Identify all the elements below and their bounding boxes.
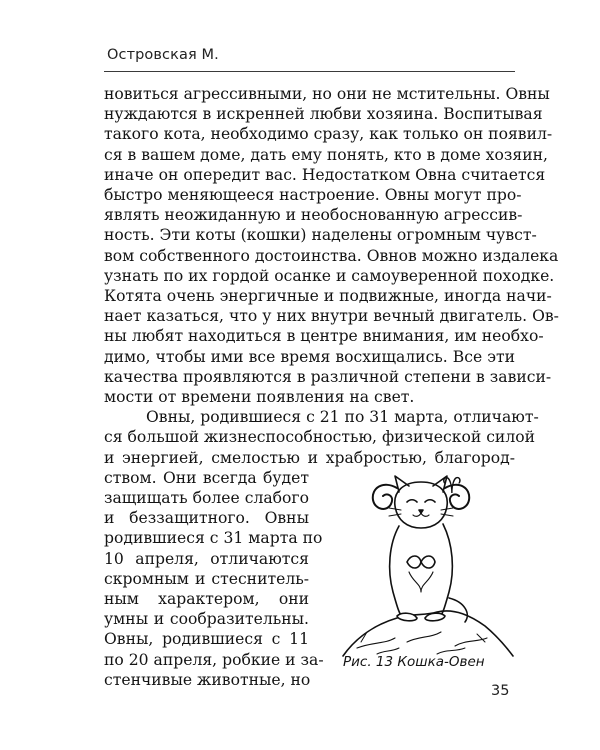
running-header-author: Островская М. bbox=[107, 47, 219, 63]
header-rule bbox=[104, 71, 515, 72]
text-line: скромным и стеснитель- bbox=[104, 569, 309, 588]
text-line: иначе он опередит вас. Недостатком Овна считается bbox=[104, 165, 546, 184]
text-line: Котята очень энергичные и подвижные, иногда начи- bbox=[104, 287, 552, 306]
text-line: ся в вашем доме, дать ему понять, кто в доме хозяин, bbox=[104, 145, 548, 164]
text-line: мости от времени появления на свет. bbox=[104, 388, 415, 407]
text-line: вом собственного достоинства. Овнов можно издалека bbox=[104, 246, 559, 265]
text-line: качества проявляются в различной степени в зависи- bbox=[104, 367, 552, 386]
text-line: по 20 апреля, робкие и за- bbox=[104, 650, 324, 669]
aries-symbol-icon: ♈ bbox=[442, 474, 462, 499]
text-line: димо, чтобы ими все время восхищались. Все эти bbox=[104, 347, 515, 366]
text-line: 10 апреля, отличаются bbox=[104, 549, 309, 568]
text-line: ством. Они всегда будет bbox=[104, 468, 309, 487]
text-line: ся большой жизнеспособностью, физической силой bbox=[104, 428, 536, 447]
text-line: новиться агрессивными, но они не мстительны. Овны bbox=[104, 85, 550, 103]
text-line: такого кота, необходимо сразу, как только он появил- bbox=[104, 125, 553, 144]
cat-ram-illustration bbox=[337, 466, 515, 661]
text-line: нуждаются в искренней любви хозяина. Воспитывая bbox=[104, 105, 543, 124]
text-line: умны и сообразительны. bbox=[104, 610, 309, 629]
text-line: нает казаться, что у них внутри вечный двигатель. Ов- bbox=[104, 307, 559, 326]
text-line: быстро меняющееся настроение. Овны могут про- bbox=[104, 186, 522, 205]
text-line: стенчивые животные, но bbox=[104, 670, 311, 689]
text-line: Овны, родившиеся с 11 bbox=[104, 630, 309, 649]
text-line: узнать по их гордой осанке и самоуверенной походке. bbox=[104, 266, 555, 285]
text-line: ность. Эти коты (кошки) наделены огромным чувст- bbox=[104, 226, 537, 245]
text-line: являть неожиданную и необоснованную агрессив- bbox=[104, 206, 523, 225]
figure-caption: Рис. 13 Кошка-Овен bbox=[343, 654, 485, 670]
text-line: и энергией, смелостью и храбростью, благород- bbox=[104, 448, 515, 467]
text-line: ным характером, они bbox=[104, 590, 309, 609]
page-number: 35 bbox=[491, 683, 510, 699]
text-line: защищать более слабого bbox=[104, 489, 309, 508]
text-line: Овны, родившиеся с 21 по 31 марта, отличают- bbox=[146, 408, 539, 427]
text-line: ны любят находиться в центре внимания, им необхо- bbox=[104, 327, 544, 346]
text-line: родившиеся с 31 марта по bbox=[104, 529, 323, 548]
text-line: и беззащитного. Овны bbox=[104, 509, 309, 528]
